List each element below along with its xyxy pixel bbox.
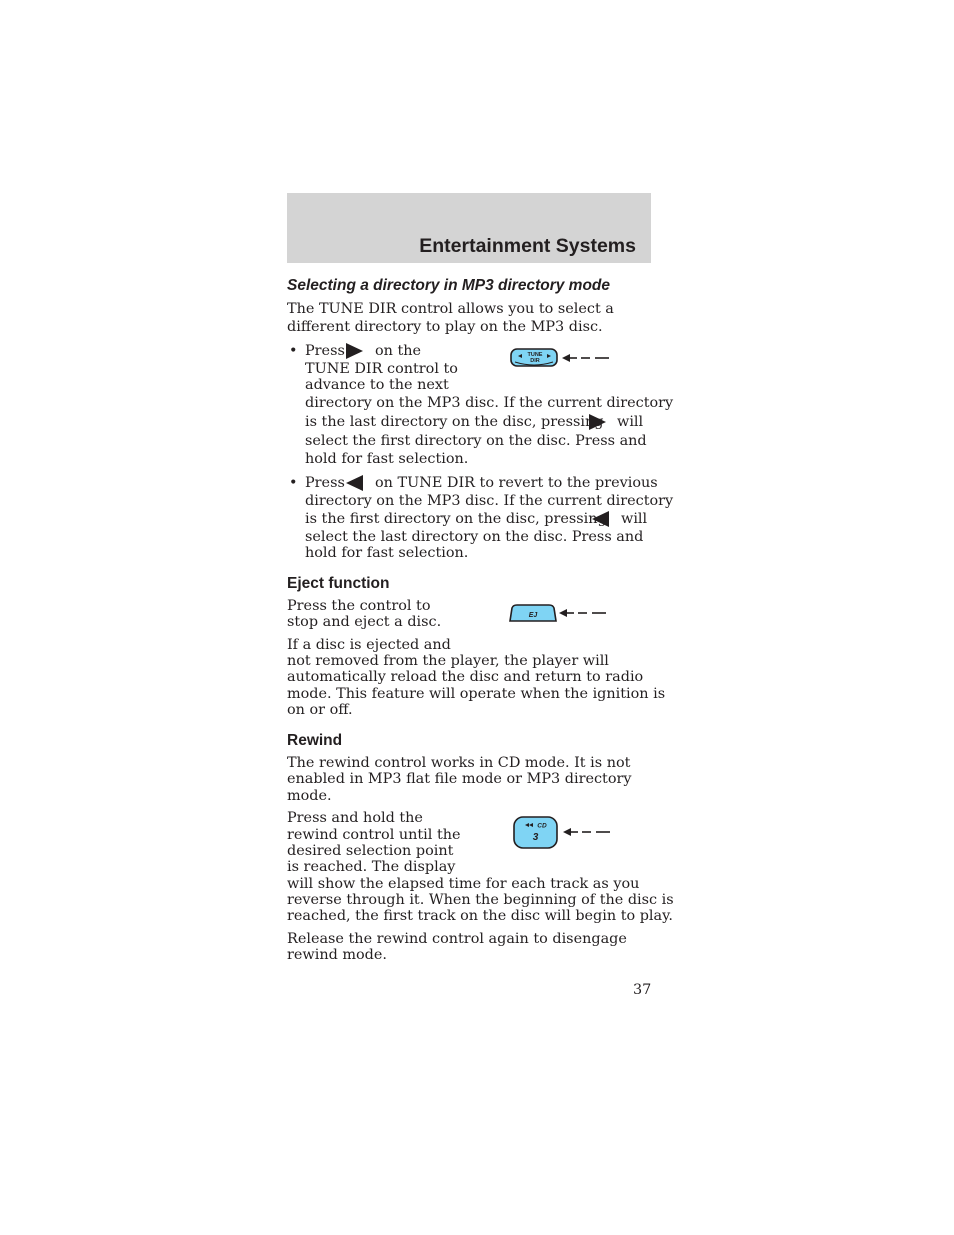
bullet-2-line-3a: is the first directory on the disc, pressing: [305, 511, 607, 527]
seek-forward-icon: [346, 343, 363, 359]
eject-line-4: not removed from the player, the player will: [287, 653, 609, 669]
eject-line-7: on or off.: [287, 702, 353, 718]
rewind-p3-line-2: rewind mode.: [287, 947, 387, 963]
ej-label: EJ: [528, 612, 538, 619]
rewind-p2-line-1: Press and hold the: [287, 810, 423, 826]
rewind-p2-line-7: reached, the first track on the disc will begin to play.: [287, 908, 673, 924]
bullet-2-line-1b: on TUNE DIR to revert to the previous: [375, 475, 658, 491]
eject-line-3: If a disc is ejected and: [287, 637, 451, 653]
pointer-arrow-icon: [559, 609, 567, 617]
rewind-p1-line-1: The rewind control works in CD mode. It is not: [287, 755, 631, 771]
bullet-1-line-5a: is the last directory on the disc, pressing: [305, 414, 604, 430]
rewind-p2-line-3: desired selection point: [287, 843, 454, 859]
page-title: Entertainment Systems: [419, 235, 636, 257]
rewind-heading: Rewind: [287, 732, 343, 749]
rewind-p3-line-1: Release the rewind control again to disengage: [287, 931, 627, 947]
eject-line-6: mode. This feature will operate when the ignition is: [287, 686, 666, 702]
bullet-2-line-2: directory on the MP3 disc. If the current directory: [305, 493, 674, 509]
rewind-p2-line-2: rewind control until the: [287, 827, 461, 843]
bullet-1-line-6: select the first directory on the disc. Press and: [305, 433, 647, 449]
tune-dir-button-illustration: [509, 347, 613, 369]
rewind-button-illustration: [512, 815, 616, 851]
pointer-arrow-icon: [563, 828, 571, 836]
eject-heading: Eject function: [287, 575, 390, 592]
eject-line-2: stop and eject a disc.: [287, 614, 442, 630]
eject-line-5: automatically reload the disc and return to radio: [287, 669, 644, 685]
bullet-2-line-1a: Press: [305, 475, 345, 491]
rewind-p1-line-3: mode.: [287, 788, 332, 804]
dir-label: DIR: [530, 358, 540, 364]
bullet-dot: •: [289, 475, 298, 491]
eject-line-1: Press the control to: [287, 598, 431, 614]
mp3-heading: Selecting a directory in MP3 directory mode: [287, 277, 611, 294]
pointer-arrow-icon: [562, 354, 570, 362]
tune-label: TUNE: [527, 352, 543, 358]
bullet-1-line-5b: will: [617, 414, 644, 430]
rewind-p2-line-4: is reached. The display: [287, 859, 456, 875]
eject-button-illustration: [507, 602, 611, 624]
preset-number-label: 3: [532, 832, 539, 843]
cd-label: CD: [537, 822, 547, 830]
bullet-1-line-3: advance to the next: [305, 377, 449, 393]
bullet-2-line-4: select the last directory on the disc. Press and: [305, 529, 644, 545]
seek-back-icon: [346, 475, 363, 491]
mp3-intro-line-2: different directory to play on the MP3 disc.: [287, 319, 603, 335]
text: Press: [305, 343, 345, 359]
mp3-intro-line-1: The TUNE DIR control allows you to select a: [287, 301, 614, 317]
rewind-p1-line-2: enabled in MP3 flat file mode or MP3 directory: [287, 771, 632, 787]
bullet-1-line-1b: on the: [375, 343, 422, 359]
bullet-1-line-2: TUNE DIR control to: [305, 361, 458, 377]
bullet-1-line-1: [305, 343, 345, 359]
rewind-p2-line-6: reverse through it. When the beginning of the disc is: [287, 892, 674, 908]
rewind-p2-line-5: will show the elapsed time for each track as you: [287, 876, 640, 892]
section-header: [287, 193, 651, 263]
page-number: 37: [633, 982, 652, 998]
bullet-2-line-3b: will: [621, 511, 648, 527]
bullet-2-line-5: hold for fast selection.: [305, 545, 469, 561]
seek-back-icon: [592, 511, 609, 527]
seek-forward-icon: [589, 414, 606, 430]
bullet-1-line-4: directory on the MP3 disc. If the current directory: [305, 395, 674, 411]
bullet-dot: •: [289, 343, 298, 359]
bullet-1-line-7: hold for fast selection.: [305, 451, 469, 467]
